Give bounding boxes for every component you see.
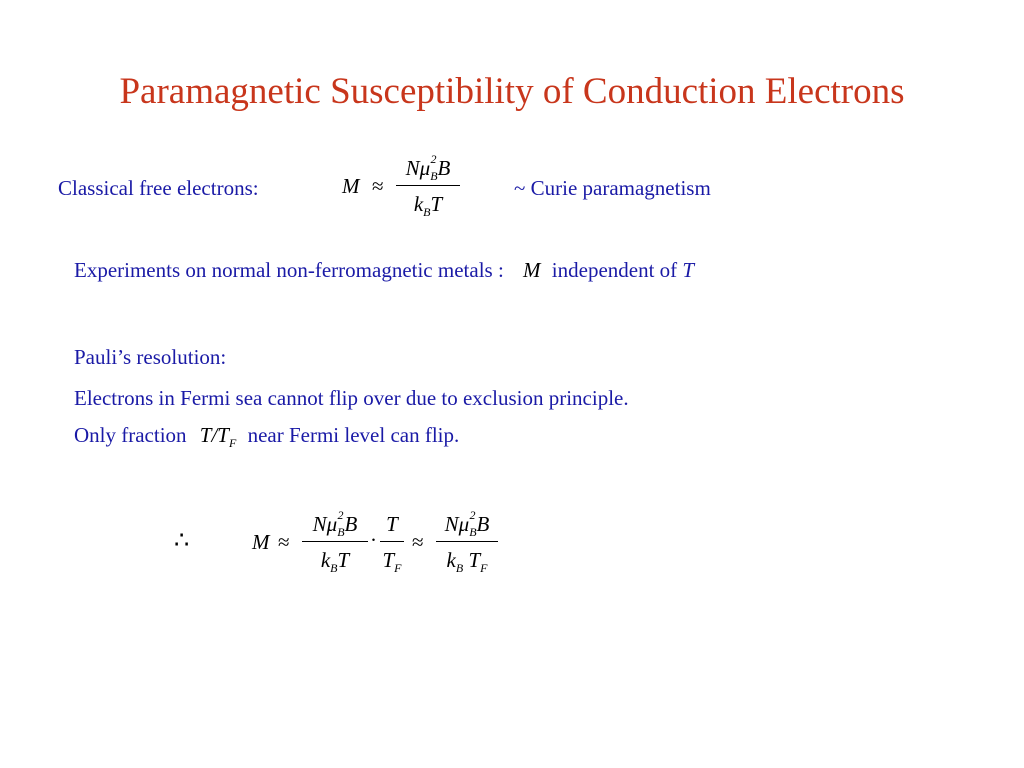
symbol-t: T bbox=[430, 192, 443, 216]
mu-subscript: B bbox=[469, 525, 477, 540]
tf-subscript: F bbox=[229, 436, 237, 451]
symbol-mu: μ bbox=[458, 512, 470, 536]
experiments-line bbox=[74, 258, 694, 283]
var-m: M bbox=[523, 258, 541, 282]
experiments-text: Experiments on normal non-ferromagnetic metals : bbox=[74, 258, 504, 282]
pauli-line-2-start: Only fraction bbox=[74, 423, 187, 447]
curie-comment: ~ Curie paramagnetism bbox=[514, 176, 711, 200]
symbol-n: N bbox=[444, 512, 459, 536]
result-lhs: M bbox=[252, 530, 270, 554]
result-dot: · bbox=[370, 528, 377, 552]
fraction-3-denominator bbox=[436, 548, 498, 576]
fraction-2-bar bbox=[380, 541, 404, 542]
var-t: T bbox=[682, 258, 695, 282]
therefore-symbol: ∴ bbox=[174, 528, 190, 554]
symbol-k: k bbox=[446, 548, 456, 572]
pauli-heading: Pauli’s resolution: bbox=[74, 345, 227, 369]
k-subscript: B bbox=[330, 561, 338, 576]
result-fraction-1 bbox=[302, 508, 368, 582]
classical-label: Classical free electrons: bbox=[58, 176, 259, 200]
result-equation bbox=[252, 508, 512, 582]
fraction-2-denominator bbox=[380, 548, 404, 576]
result-fraction-2 bbox=[380, 508, 404, 582]
symbol-b: B bbox=[437, 156, 451, 180]
symbol-n: N bbox=[405, 156, 420, 180]
symbol-t: T bbox=[382, 548, 395, 572]
symbol-mu: μ bbox=[326, 512, 338, 536]
tf-subscript: F bbox=[480, 561, 488, 576]
eq-fraction bbox=[396, 152, 460, 222]
symbol-b: B bbox=[344, 512, 358, 536]
result-approx-2: ≈ bbox=[412, 530, 424, 554]
mu-subscript: B bbox=[430, 169, 438, 184]
experiments-middle: independent of bbox=[551, 258, 678, 282]
tf-subscript: F bbox=[394, 561, 402, 576]
fraction-1-denominator bbox=[302, 548, 368, 576]
result-fraction-3 bbox=[436, 508, 498, 582]
fraction-t-over-tf bbox=[199, 423, 237, 451]
fraction-1-bar bbox=[302, 541, 368, 542]
classical-equation bbox=[342, 152, 472, 222]
slide-title: Paramagnetic Susceptibility of Conduction Electrons bbox=[119, 71, 905, 112]
symbol-b: B bbox=[476, 512, 490, 536]
fraction-1-numerator bbox=[302, 508, 368, 540]
mu-superscript: 2 bbox=[337, 508, 344, 522]
fraction-bar bbox=[396, 185, 460, 186]
fraction-numerator bbox=[396, 152, 460, 184]
result-approx-1: ≈ bbox=[278, 530, 290, 554]
fraction-denominator bbox=[396, 192, 460, 220]
fraction-3-bar bbox=[436, 541, 498, 542]
symbol-t: T bbox=[386, 512, 398, 536]
symbol-k: k bbox=[320, 548, 331, 572]
fraction-2-numerator bbox=[380, 512, 404, 537]
pauli-line-2 bbox=[74, 423, 459, 451]
k-subscript: B bbox=[455, 561, 464, 576]
symbol-mu: μ bbox=[419, 156, 431, 180]
eq-lhs: M bbox=[342, 174, 360, 198]
mu-superscript: 2 bbox=[469, 508, 476, 522]
symbol-t: T bbox=[337, 548, 350, 572]
pauli-line-1: Electrons in Fermi sea cannot flip over due to exclusion principle. bbox=[74, 386, 629, 410]
symbol-n: N bbox=[312, 512, 327, 536]
eq-approx: ≈ bbox=[372, 174, 384, 198]
mu-superscript: 2 bbox=[430, 152, 437, 166]
mu-subscript: B bbox=[337, 525, 345, 540]
t-over-t: T/T bbox=[199, 423, 229, 447]
symbol-t: T bbox=[468, 548, 481, 572]
k-subscript: B bbox=[423, 205, 431, 220]
symbol-k: k bbox=[413, 192, 424, 216]
pauli-line-2-end: near Fermi level can flip. bbox=[247, 423, 460, 447]
fraction-3-numerator bbox=[436, 508, 498, 540]
